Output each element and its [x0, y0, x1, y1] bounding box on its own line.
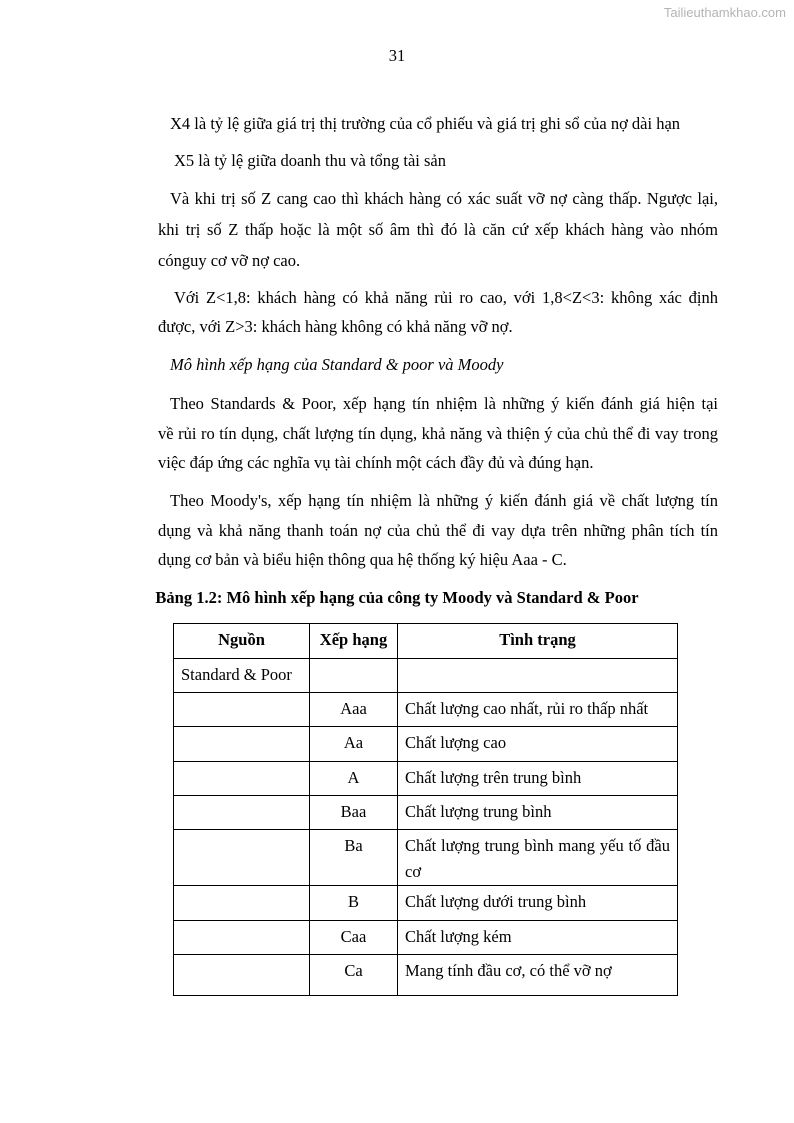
table-row [174, 796, 678, 830]
paragraph-line: việc đáp ứng các nghĩa vụ tài chính một cách đầy đủ và đúng hạn. [158, 453, 594, 472]
paragraph-line: Và khi trị số Z cang cao thì khách hàng có xác suất vỡ nợ càng thấp. Ngược lại, [170, 189, 718, 208]
paragraph-line: được, với Z>3: khách hàng không có khả năng vỡ nợ. [158, 317, 513, 336]
watermark: Tailieuthamkhao.com [663, 5, 786, 20]
cell-rating: Caa [310, 921, 398, 955]
cell-source [174, 886, 310, 921]
cell-source [174, 921, 310, 955]
table-header-row [174, 624, 678, 659]
cell-source: Standard & Poor [174, 659, 310, 693]
header-status: Tình trạng [398, 624, 678, 659]
cell-rating: B [310, 886, 398, 921]
cell-rating: Ca [310, 955, 398, 996]
cell-rating: Aa [310, 727, 398, 762]
cell-rating: Ba [310, 830, 398, 886]
paragraph-line: dụng cơ bản và biểu hiện thông qua hệ thống ký hiệu Aaa - C. [158, 550, 567, 569]
paragraph-line: X5 là tỷ lệ giữa doanh thu và tổng tài sản [174, 151, 446, 170]
paragraph-line: Theo Moody's, xếp hạng tín nhiệm là những ý kiến đánh giá về chất lượng tín [170, 491, 718, 510]
cell-source [174, 830, 310, 886]
header-source: Nguồn [174, 624, 310, 659]
cell-source [174, 762, 310, 796]
cell-source [174, 796, 310, 830]
rating-table [173, 623, 678, 996]
table-row [174, 921, 678, 955]
table-row [174, 955, 678, 996]
table-row [174, 762, 678, 796]
cell-status: Chất lượng trung bình mang yếu tố đầu cơ [398, 830, 678, 886]
table-row [174, 693, 678, 727]
cell-status: Chất lượng cao [398, 727, 678, 762]
table-row [174, 727, 678, 762]
paragraph-line: cónguy cơ vỡ nợ cao. [158, 251, 301, 270]
paragraph-line: về rủi ro tín dụng, chất lượng tín dụng, khả năng và thiện ý của chủ thể đi vay trong [158, 424, 718, 443]
cell-status: Chất lượng kém [398, 921, 678, 955]
cell-status: Chất lượng trung bình [398, 796, 678, 830]
cell-rating [310, 659, 398, 693]
table-caption: Bảng 1.2: Mô hình xếp hạng của công ty Moody và Standard & Poor [155, 588, 639, 607]
cell-rating: A [310, 762, 398, 796]
cell-status: Chất lượng dưới trung bình [398, 886, 678, 921]
page-number: 31 [388, 46, 406, 65]
section-heading: Mô hình xếp hạng của Standard & poor và Moody [170, 355, 504, 374]
table-row [174, 659, 678, 693]
cell-source [174, 693, 310, 727]
paragraph-line: Với Z<1,8: khách hàng có khả năng rủi ro cao, với 1,8<Z<3: không xác định [174, 288, 718, 307]
header-rating: Xếp hạng [310, 624, 398, 659]
cell-status: Mang tính đầu cơ, có thể vỡ nợ [398, 955, 678, 996]
cell-status: Chất lượng trên trung bình [398, 762, 678, 796]
cell-status [398, 659, 678, 693]
cell-source [174, 955, 310, 996]
table-row [174, 830, 678, 886]
cell-status: Chất lượng cao nhất, rủi ro thấp nhất [398, 693, 678, 727]
paragraph-line: dụng và khả năng thanh toán nợ của chủ thể đi vay dựa trên những phân tích tín [158, 521, 718, 540]
cell-rating: Aaa [310, 693, 398, 727]
paragraph-line: X4 là tỷ lệ giữa giá trị thị trường của cổ phiếu và giá trị ghi sổ của nợ dài hạn [170, 114, 681, 133]
paragraph-line: khi trị số Z thấp hoặc là một số âm thì đó là căn cứ xếp khách hàng vào nhóm [158, 220, 718, 239]
cell-rating: Baa [310, 796, 398, 830]
cell-source [174, 727, 310, 762]
table-row [174, 886, 678, 921]
paragraph-line: Theo Standards & Poor, xếp hạng tín nhiệm là những ý kiến đánh giá hiện tại [170, 394, 718, 413]
